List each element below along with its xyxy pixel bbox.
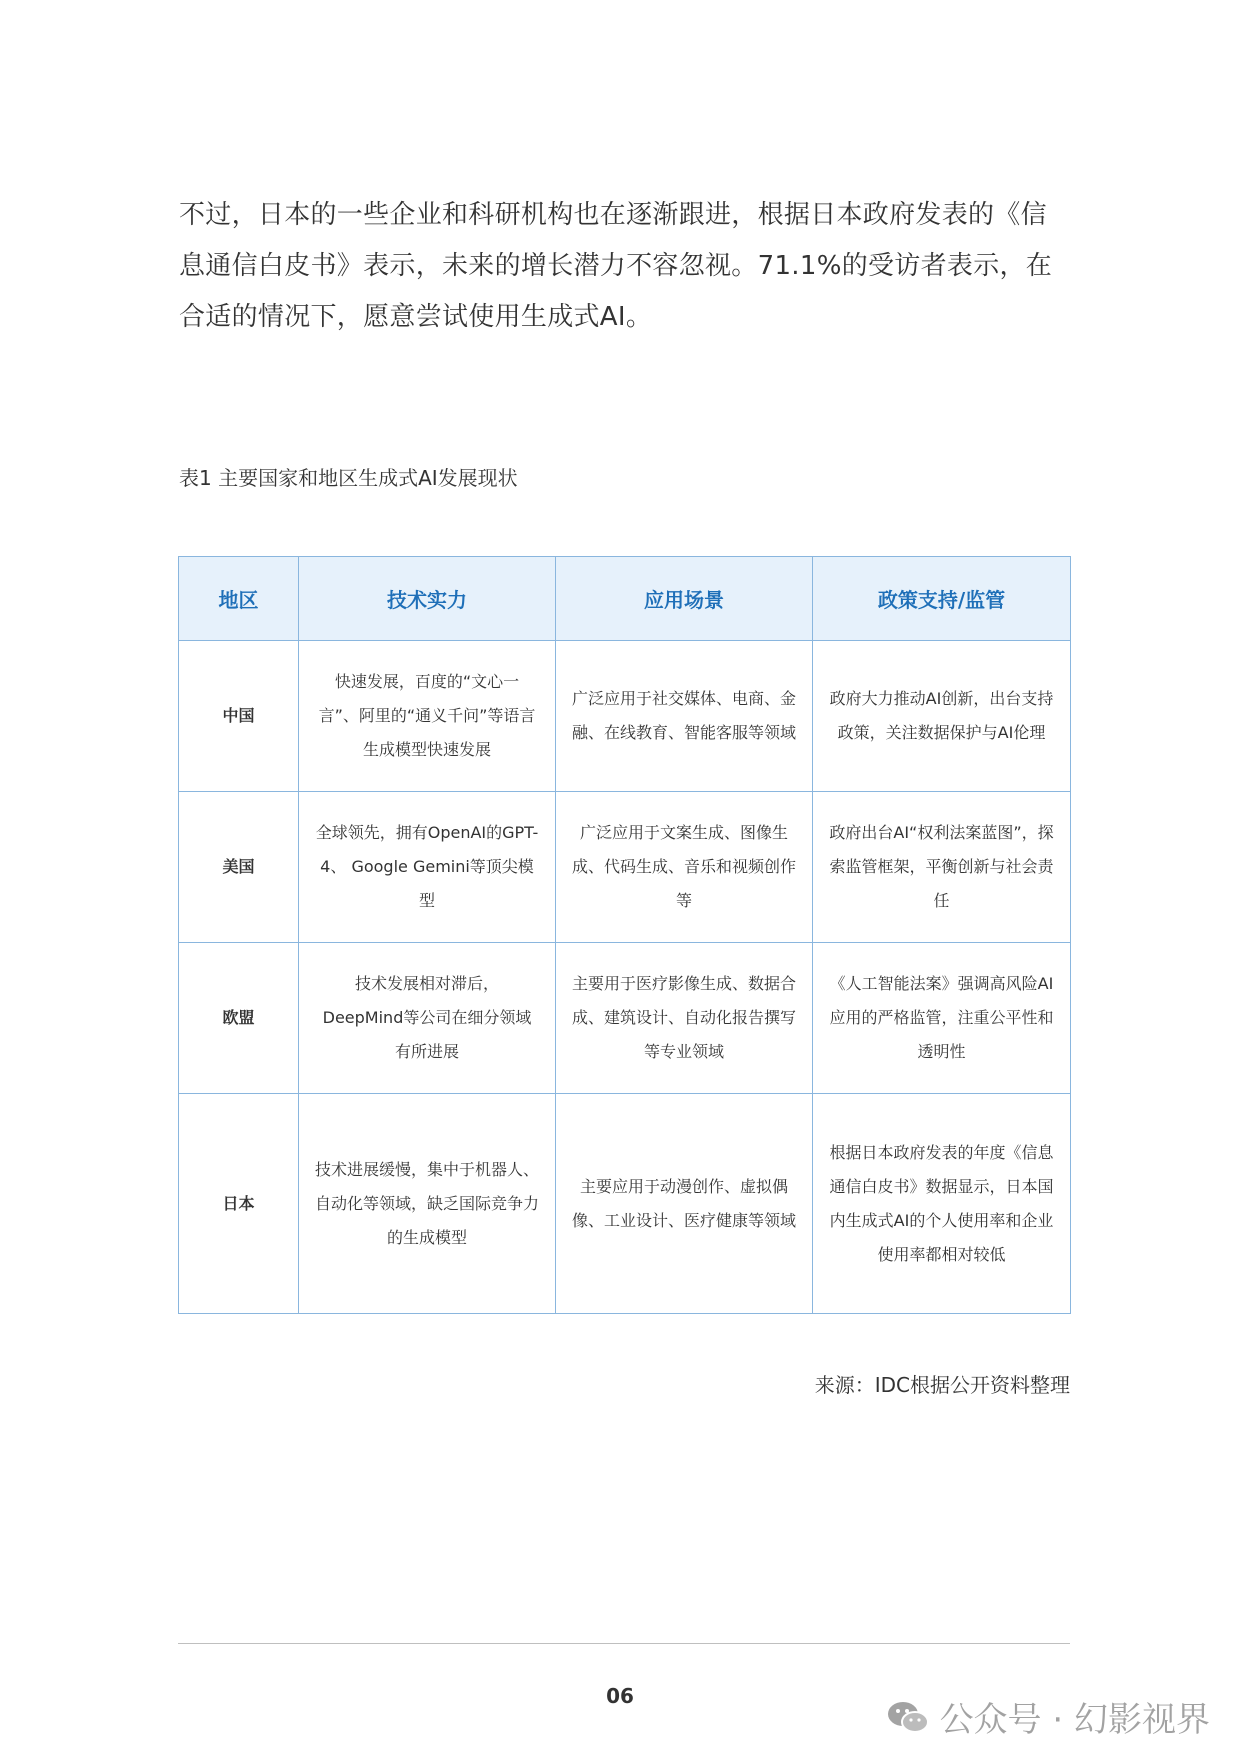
cell-region: 欧盟	[179, 943, 299, 1094]
table-row	[179, 792, 1071, 943]
cell-app: 广泛应用于文案生成、图像生成、代码生成、音乐和视频创作等	[556, 792, 813, 943]
header-region: 地区	[179, 557, 299, 641]
cell-tech: 快速发展，百度的“文心一言”、阿里的“通义千问”等语言生成模型快速发展	[299, 641, 556, 792]
cell-tech: 技术进展缓慢，集中于机器人、自动化等领域，缺乏国际竞争力的生成模型	[299, 1094, 556, 1314]
table-caption: 表1 主要国家和地区生成式AI发展现状	[179, 466, 518, 490]
cell-policy: 政府出台AI“权利法案蓝图”，探索监管框架，平衡创新与社会责任	[813, 792, 1071, 943]
table-row	[179, 943, 1071, 1094]
cell-app: 主要应用于动漫创作、虚拟偶像、工业设计、医疗健康等领域	[556, 1094, 813, 1314]
cell-tech: 全球领先，拥有OpenAI的GPT-4、 Google Gemini等顶尖模型	[299, 792, 556, 943]
cell-region: 美国	[179, 792, 299, 943]
table-row	[179, 1094, 1071, 1314]
watermark-text: 公众号 · 幻影视界	[939, 1700, 1210, 1740]
footer-divider	[178, 1643, 1070, 1644]
cell-policy: 根据日本政府发表的年度《信息通信白皮书》数据显示，日本国内生成式AI的个人使用率和企业使用率都相对较低	[813, 1094, 1071, 1314]
ai-status-table	[178, 556, 1071, 1314]
source-note: 来源：IDC根据公开资料整理	[814, 1373, 1070, 1397]
watermark	[886, 1692, 1210, 1741]
table-row	[179, 641, 1071, 792]
cell-policy: 政府大力推动AI创新，出台支持政策，关注数据保护与AI伦理	[813, 641, 1071, 792]
header-tech: 技术实力	[299, 557, 556, 641]
cell-policy: 《人工智能法案》强调高风险AI应用的严格监管，注重公平性和透明性	[813, 943, 1071, 1094]
body-paragraph: 不过，日本的一些企业和科研机构也在逐渐跟进，根据日本政府发表的《信息通信白皮书》表示，未来的增长潜力不容忽视。71.1%的受访者表示，在合适的情况下，愿意尝试使用生成式AI。	[179, 200, 1053, 332]
cell-tech: 技术发展相对滞后，DeepMind等公司在细分领域有所进展	[299, 943, 556, 1094]
header-policy: 政策支持/监管	[813, 557, 1071, 641]
cell-region: 中国	[179, 641, 299, 792]
header-app: 应用场景	[556, 557, 813, 641]
page-number: 06	[606, 1684, 634, 1708]
table-header-row	[179, 557, 1071, 641]
wechat-icon	[886, 1699, 930, 1735]
cell-app: 主要用于医疗影像生成、数据合成、建筑设计、自动化报告撰写等专业领域	[556, 943, 813, 1094]
cell-region: 日本	[179, 1094, 299, 1314]
cell-app: 广泛应用于社交媒体、电商、金融、在线教育、智能客服等领域	[556, 641, 813, 792]
